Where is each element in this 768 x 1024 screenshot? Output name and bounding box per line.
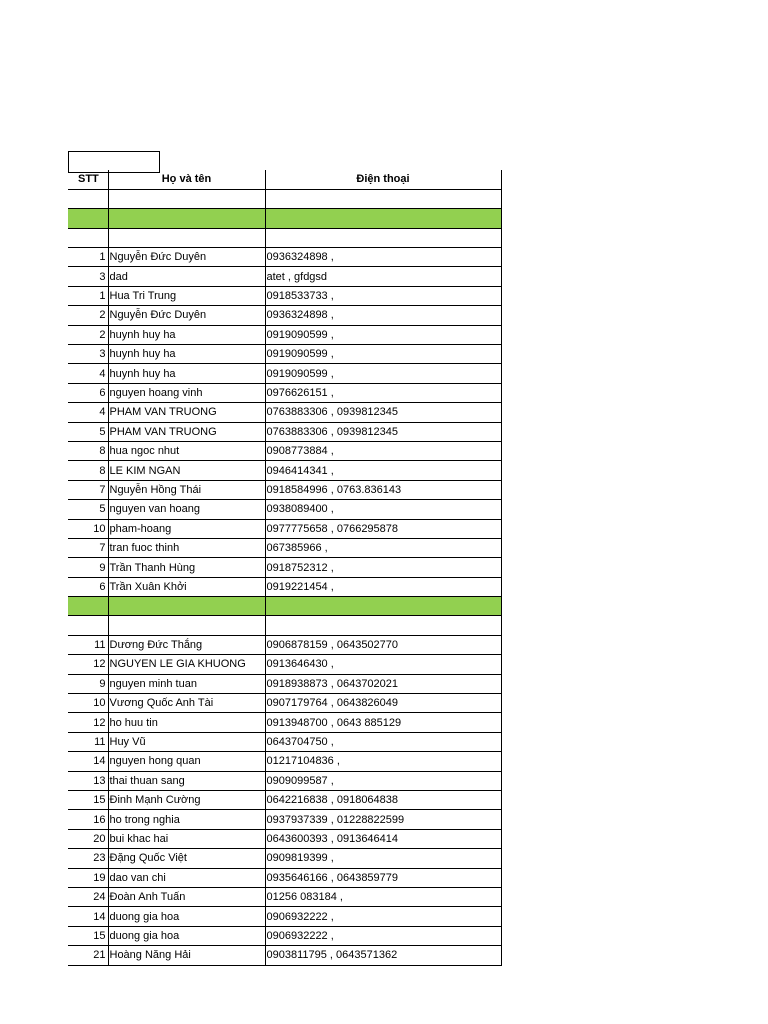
table-row [68, 694, 501, 713]
table-row [68, 810, 501, 829]
phone-cell: 0977775658 , 0766295878 [265, 519, 501, 538]
name-cell: nguyen minh tuan [108, 674, 265, 693]
table-row [68, 577, 501, 596]
name-cell: Hua Tri Trung [108, 286, 265, 305]
phone-cell: 0918938873 , 0643702021 [265, 674, 501, 693]
phone-cell: 0919090599 , [265, 325, 501, 344]
phone-cell: 0936324898 , [265, 248, 501, 267]
table-row [68, 500, 501, 519]
table-row [68, 441, 501, 460]
empty-cell [68, 189, 108, 208]
phone-cell: 0918752312 , [265, 558, 501, 577]
name-cell: huynh huy ha [108, 345, 265, 364]
stt-cell: 2 [68, 306, 108, 325]
name-cell: nguyen hoang vinh [108, 383, 265, 402]
name-cell: Vương Quốc Anh Tài [108, 694, 265, 713]
phone-cell: 0919090599 , [265, 364, 501, 383]
phone-cell: 0938089400 , [265, 500, 501, 519]
phone-cell: 0919090599 , [265, 345, 501, 364]
stt-cell: 11 [68, 732, 108, 751]
table-row [68, 829, 501, 848]
table-row [68, 655, 501, 674]
phone-cell: 0919221454 , [265, 577, 501, 596]
stt-cell: 15 [68, 926, 108, 945]
table-row [68, 558, 501, 577]
header-phone: Điện thoại [265, 170, 501, 189]
stt-cell: 24 [68, 887, 108, 906]
name-cell: Đinh Mạnh Cường [108, 791, 265, 810]
header-name: Họ và tên [108, 170, 265, 189]
blank-row [68, 616, 501, 635]
name-cell: pham-hoang [108, 519, 265, 538]
table-row [68, 267, 501, 286]
phone-cell: 0936324898 , [265, 306, 501, 325]
phone-cell: 0913646430 , [265, 655, 501, 674]
empty-cell [68, 616, 108, 635]
stt-cell: 14 [68, 907, 108, 926]
phone-cell: 0643600393 , 0913646414 [265, 829, 501, 848]
name-cell: hua ngoc nhut [108, 441, 265, 460]
table-body [68, 189, 501, 965]
stt-cell: 8 [68, 461, 108, 480]
phone-cell: 067385966 , [265, 538, 501, 557]
phone-cell: 01256 083184 , [265, 887, 501, 906]
table-row [68, 771, 501, 790]
table-row [68, 538, 501, 557]
table-row [68, 946, 501, 965]
table-row [68, 907, 501, 926]
phone-cell: 01217104836 , [265, 752, 501, 771]
name-cell: huynh huy ha [108, 364, 265, 383]
table-row [68, 461, 501, 480]
stt-cell: 7 [68, 480, 108, 499]
stt-cell: 10 [68, 694, 108, 713]
stt-cell: 5 [68, 422, 108, 441]
empty-cell [108, 228, 265, 247]
table-row [68, 752, 501, 771]
table-row [68, 480, 501, 499]
table-row [68, 519, 501, 538]
stt-cell: 13 [68, 771, 108, 790]
phone-cell: 0903811795 , 0643571362 [265, 946, 501, 965]
name-cell: Huy Vũ [108, 732, 265, 751]
name-cell: Nguyễn Đức Duyên [108, 248, 265, 267]
empty-cell [108, 209, 265, 228]
stt-cell: 1 [68, 248, 108, 267]
empty-cell [108, 189, 265, 208]
stt-cell: 16 [68, 810, 108, 829]
table-row [68, 926, 501, 945]
phone-cell: 0643704750 , [265, 732, 501, 751]
header-stt: STT [68, 170, 108, 189]
table-row [68, 306, 501, 325]
phone-cell: 0935646166 , 0643859779 [265, 868, 501, 887]
empty-cell [68, 209, 108, 228]
header-row [68, 170, 501, 189]
table-row [68, 791, 501, 810]
empty-cell [265, 616, 501, 635]
stt-cell: 1 [68, 286, 108, 305]
name-cell: Nguyễn Đức Duyên [108, 306, 265, 325]
phone-cell: 0907179764 , 0643826049 [265, 694, 501, 713]
phone-cell: 0909099587 , [265, 771, 501, 790]
table-row [68, 849, 501, 868]
stt-cell: 3 [68, 267, 108, 286]
phone-cell: 0937937339 , 01228822599 [265, 810, 501, 829]
table-row [68, 345, 501, 364]
stt-cell: 12 [68, 713, 108, 732]
stt-cell: 15 [68, 791, 108, 810]
stt-cell: 7 [68, 538, 108, 557]
empty-cell [108, 597, 265, 616]
phone-cell: 0763883306 , 0939812345 [265, 403, 501, 422]
stt-cell: 20 [68, 829, 108, 848]
stt-cell: 12 [68, 655, 108, 674]
table-row [68, 635, 501, 654]
name-cell: dao van chi [108, 868, 265, 887]
name-cell: duong gia hoa [108, 926, 265, 945]
name-cell: Nguyễn Hồng Thái [108, 480, 265, 499]
name-cell: Hoàng Năng Hải [108, 946, 265, 965]
group-separator-row [68, 597, 501, 616]
phone-cell: 0976626151 , [265, 383, 501, 402]
name-cell: Trần Thanh Hùng [108, 558, 265, 577]
table-row [68, 713, 501, 732]
table-row [68, 674, 501, 693]
stt-cell: 23 [68, 849, 108, 868]
empty-cell [68, 228, 108, 247]
name-cell: huynh huy ha [108, 325, 265, 344]
name-cell: bui khac hai [108, 829, 265, 848]
table-row [68, 383, 501, 402]
stt-cell: 6 [68, 577, 108, 596]
phone-cell: 0909819399 , [265, 849, 501, 868]
name-cell: PHAM VAN TRUONG [108, 403, 265, 422]
name-cell: NGUYEN LE GIA KHUONG [108, 655, 265, 674]
stt-cell: 6 [68, 383, 108, 402]
table-row [68, 286, 501, 305]
table-row [68, 325, 501, 344]
stt-cell: 21 [68, 946, 108, 965]
stt-cell: 14 [68, 752, 108, 771]
table-row [68, 364, 501, 383]
phone-cell: 0906932222 , [265, 907, 501, 926]
stt-cell: 5 [68, 500, 108, 519]
stt-cell: 11 [68, 635, 108, 654]
name-cell: thai thuan sang [108, 771, 265, 790]
phone-cell: 0946414341 , [265, 461, 501, 480]
name-cell: Đoàn Anh Tuấn [108, 887, 265, 906]
stt-cell: 19 [68, 868, 108, 887]
phone-cell: 0918533733 , [265, 286, 501, 305]
table-row [68, 887, 501, 906]
stt-cell: 8 [68, 441, 108, 460]
table-row [68, 422, 501, 441]
empty-cell [68, 597, 108, 616]
phone-cell: atet , gfdgsd [265, 267, 501, 286]
empty-cell [265, 189, 501, 208]
group-separator-row [68, 209, 501, 228]
empty-cell [265, 209, 501, 228]
phone-cell: 0906932222 , [265, 926, 501, 945]
name-cell: tran fuoc thinh [108, 538, 265, 557]
table-row [68, 248, 501, 267]
stt-cell: 10 [68, 519, 108, 538]
name-cell: Đặng Quốc Việt [108, 849, 265, 868]
stt-cell: 4 [68, 403, 108, 422]
name-cell: nguyen hong quan [108, 752, 265, 771]
stt-cell: 3 [68, 345, 108, 364]
name-cell: dad [108, 267, 265, 286]
empty-cell [265, 597, 501, 616]
blank-row [68, 228, 501, 247]
contact-table [68, 170, 502, 966]
table-row [68, 868, 501, 887]
phone-cell: 0642216838 , 0918064838 [265, 791, 501, 810]
phone-cell: 0918584996 , 0763.836143 [265, 480, 501, 499]
table-row [68, 732, 501, 751]
name-cell: ho huu tin [108, 713, 265, 732]
stt-cell: 9 [68, 558, 108, 577]
table-row [68, 403, 501, 422]
blank-row [68, 189, 501, 208]
name-cell: PHAM VAN TRUONG [108, 422, 265, 441]
stt-cell: 4 [68, 364, 108, 383]
name-cell: nguyen van hoang [108, 500, 265, 519]
empty-cell [265, 228, 501, 247]
name-cell: LE KIM NGAN [108, 461, 265, 480]
phone-cell: 0763883306 , 0939812345 [265, 422, 501, 441]
name-cell: Dương Đức Thắng [108, 635, 265, 654]
name-cell: duong gia hoa [108, 907, 265, 926]
phone-cell: 0906878159 , 0643502770 [265, 635, 501, 654]
phone-cell: 0913948700 , 0643 885129 [265, 713, 501, 732]
stt-cell: 2 [68, 325, 108, 344]
stt-cell: 9 [68, 674, 108, 693]
phone-cell: 0908773884 , [265, 441, 501, 460]
name-cell: ho trong nghia [108, 810, 265, 829]
name-cell: Trần Xuân Khởi [108, 577, 265, 596]
empty-cell [108, 616, 265, 635]
